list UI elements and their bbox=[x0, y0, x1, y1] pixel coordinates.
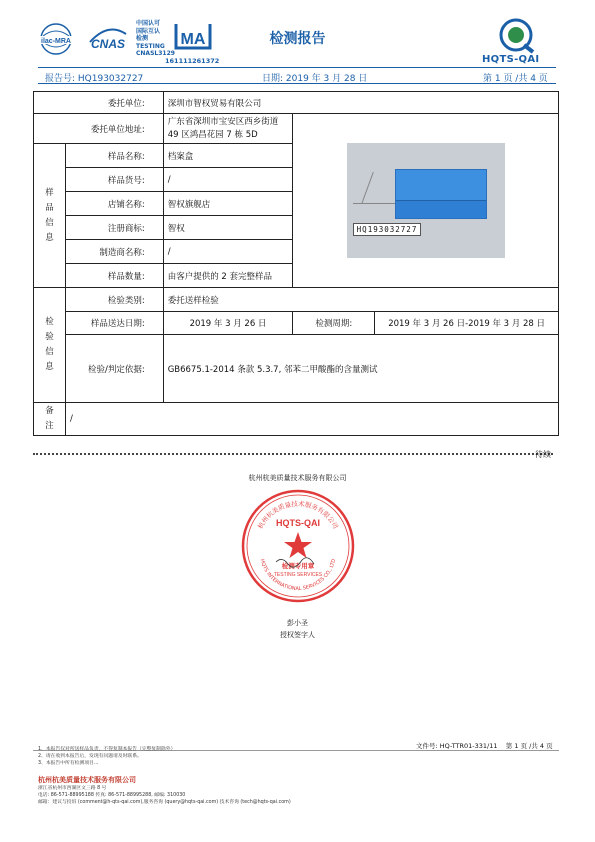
sample-row-label: 样品数量: bbox=[65, 264, 163, 288]
address-row bbox=[34, 114, 559, 144]
received-date-label: 样品送达日期: bbox=[65, 312, 163, 335]
document-title: 检测报告 bbox=[269, 31, 326, 47]
sample-row-label: 样品名称: bbox=[65, 144, 163, 168]
signer-block bbox=[0, 617, 595, 641]
test-group-label: 检 验 信 息 bbox=[34, 288, 66, 403]
address-value: 广东省深圳市宝安区西乡街道 49 区鸿昌花园 7 栋 5D bbox=[163, 114, 293, 144]
svg-text:HQTS-QAI: HQTS-QAI bbox=[276, 518, 320, 528]
sample-row-label: 样品货号: bbox=[65, 168, 163, 192]
svg-text:检测专用章: 检测专用章 bbox=[281, 562, 315, 570]
svg-text:TESTING SERVICES: TESTING SERVICES bbox=[273, 572, 323, 578]
header-rule-bottom bbox=[38, 83, 556, 84]
file-box-image bbox=[395, 169, 487, 219]
signer-name: 彭小圣 bbox=[287, 619, 308, 627]
page-indicator: 第 1 页 /共 4 页 bbox=[483, 74, 548, 84]
client-value: 深圳市智权贸易有限公司 bbox=[163, 92, 558, 114]
report-number: 报告号: HQ193032727 bbox=[45, 74, 144, 84]
test-period-value: 2019 年 3 月 26 日-2019 年 3 月 28 日 bbox=[375, 312, 559, 335]
sample-row-value: 档案盒 bbox=[163, 144, 293, 168]
sample-photo-cell bbox=[293, 114, 559, 288]
sample-row-value: / bbox=[163, 240, 293, 264]
sample-row-value: 由客户提供的 2 套完整样品 bbox=[163, 264, 293, 288]
svg-text:CNAS: CNAS bbox=[90, 37, 126, 51]
svg-text:MA: MA bbox=[180, 31, 206, 48]
svg-text:杭州杭美质量技术服务有限公司: 杭州杭美质量技术服务有限公司 bbox=[256, 499, 340, 531]
svg-text:ilac-MRA: ilac-MRA bbox=[41, 38, 71, 45]
test-type-value: 委托送样检验 bbox=[163, 288, 558, 312]
received-date-value: 2019 年 3 月 26 日 bbox=[163, 312, 293, 335]
sample-row-value: 智权 bbox=[163, 216, 293, 240]
sample-photo bbox=[347, 143, 505, 258]
continuation-line bbox=[33, 453, 553, 455]
remark-value: / bbox=[65, 403, 558, 436]
footer-address: 浙江省杭州市西湖区文三路 8 号 电话: 86-571-88995188 传真: 86-571-88995288, 邮编: 310030 邮箱：建议与投诉 (comment@h-qts-qai.com),服务咨询 (query@hqts-qai.com) 技术咨询 (tech@hqts-qai.com) bbox=[38, 786, 291, 805]
footer-page: 第 1 页 /共 4 页 bbox=[505, 742, 553, 750]
test-type-label: 检验类别: bbox=[65, 288, 163, 312]
svg-text:HQTS INTERNATIONAL SERVICES CO: HQTS INTERNATIONAL SERVICES CO., LTD bbox=[258, 558, 338, 593]
report-info-table bbox=[33, 91, 559, 436]
photo-sample-label: HQ193032727 bbox=[353, 223, 422, 236]
issuing-company: 杭州杭美质量技术服务有限公司 bbox=[248, 474, 347, 482]
date-row bbox=[34, 312, 559, 335]
remark-label: 备 注 bbox=[34, 403, 66, 436]
sample-group-label: 样 品 信 息 bbox=[34, 144, 66, 288]
test-type-row bbox=[34, 288, 559, 312]
footer-notes: 1、本报告仅对所送样品负责，不得复制本报告（完整复制除外） 2、请在收到本报告后，发现有问题请及时联系。 3、本报告中所有检测项目... bbox=[38, 747, 176, 766]
sample-row-value: 智权旗舰店 bbox=[163, 192, 293, 216]
test-period-label: 检测周期: bbox=[293, 312, 375, 335]
remark-row bbox=[34, 403, 559, 436]
client-label: 委托单位: bbox=[34, 92, 164, 114]
basis-label: 检验/判定依据: bbox=[65, 335, 163, 403]
continued-label: 待续 bbox=[535, 450, 551, 459]
signer-title: 授权签字人 bbox=[280, 631, 315, 639]
sample-row-label: 制造商名称: bbox=[65, 240, 163, 264]
cma-number: 161111261372 bbox=[165, 57, 220, 65]
hqts-qai-wordmark: HQTS-QAI bbox=[482, 54, 540, 65]
sample-row-label: 店铺名称: bbox=[65, 192, 163, 216]
basis-value: GB6675.1-2014 条款 5.3.7, 邻苯二甲酸酯的含量测试 bbox=[163, 335, 558, 403]
company-seal bbox=[238, 486, 358, 606]
header-rule bbox=[38, 67, 556, 68]
sample-row-label: 注册商标: bbox=[65, 216, 163, 240]
sample-row-value: / bbox=[163, 168, 293, 192]
basis-row bbox=[34, 335, 559, 403]
client-row bbox=[34, 92, 559, 114]
hqts-qai-logo bbox=[487, 16, 545, 56]
report-date: 日期: 2019 年 3 月 28 日 bbox=[262, 74, 368, 84]
address-label: 委托单位地址: bbox=[34, 114, 164, 144]
footer-company: 杭州杭美质量技术服务有限公司 bbox=[38, 776, 136, 784]
footer-file-number: 文件号: HQ-TTR01-331/11 第 1 页 /共 4 页 bbox=[416, 742, 553, 750]
cnas-text: 中国认可 国际互认 检测 TESTING CNASL3129 bbox=[136, 20, 175, 57]
